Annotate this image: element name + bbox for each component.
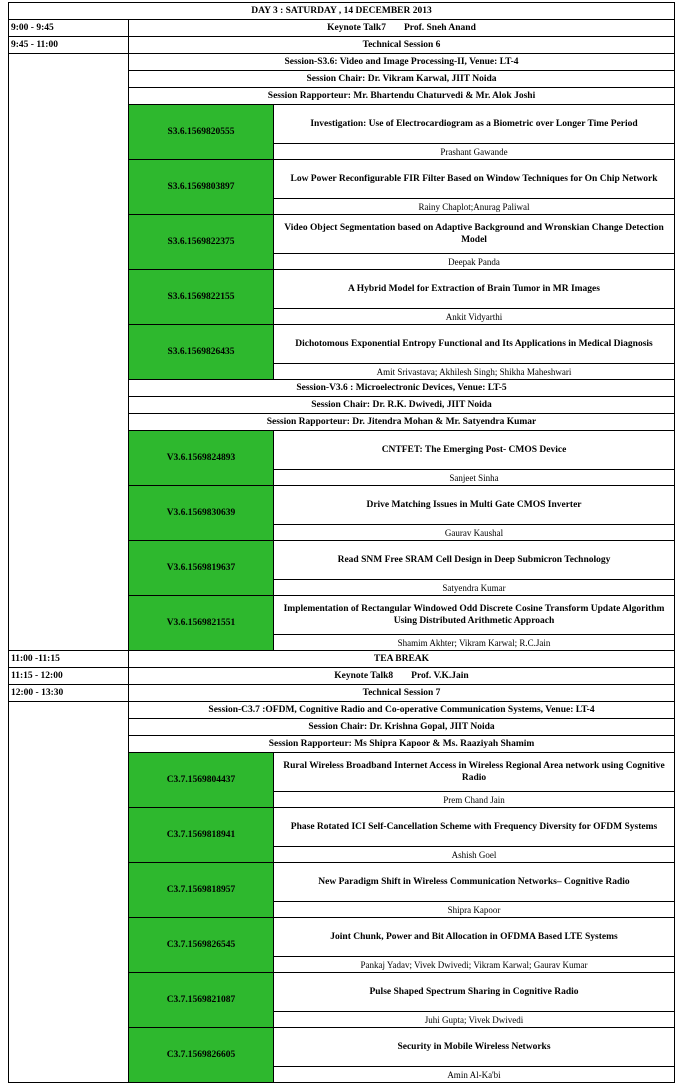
day-header-row — [9, 3, 675, 20]
paper-authors: Shamim Akhter; Vikram Karwal; R.C.Jain — [274, 635, 675, 651]
paper-title: New Paradigm Shift in Wireless Communication Networks– Cognitive Radio — [274, 863, 675, 902]
time-cell: 9:00 - 9:45 — [9, 20, 129, 37]
paper-authors: Juhi Gupta; Vivek Dwivedi — [274, 1012, 675, 1028]
paper-title: Drive Matching Issues in Multi Gate CMOS Inverter — [274, 486, 675, 525]
session-title: Session-S3.6: Video and Image Processing-II, Venue: LT-4 — [129, 54, 675, 71]
paper-id: C3.7.1569818941 — [129, 808, 274, 863]
session-chair: Session Chair: Dr. Krishna Gopal, JIIT Noida — [129, 719, 675, 736]
paper-authors: Gaurav Kaushal — [274, 525, 675, 541]
tea-break-row — [9, 651, 675, 668]
paper-authors: Sanjeet Sinha — [274, 470, 675, 486]
paper-authors: Ashish Goel — [274, 847, 675, 863]
time-cell: 11:15 - 12:00 — [9, 668, 129, 685]
paper-id: S3.6.1569820555 — [129, 105, 274, 160]
session-rapporteur: Session Rapporteur: Dr. Jitendra Mohan & Mr. Satyendra Kumar — [129, 414, 675, 431]
paper-id: V3.6.1569830639 — [129, 486, 274, 541]
paper-id: C3.7.1569826605 — [129, 1028, 274, 1083]
paper-id: V3.6.1569819637 — [129, 541, 274, 596]
schedule-page — [8, 2, 674, 1083]
paper-id: C3.7.1569821087 — [129, 973, 274, 1028]
paper-authors: Prashant Gawande — [274, 144, 675, 160]
paper-id: S3.6.1569826435 — [129, 325, 274, 380]
paper-title: A Hybrid Model for Extraction of Brain Tumor in MR Images — [274, 270, 675, 309]
session-title-row — [9, 54, 675, 71]
paper-title: CNTFET: The Emerging Post- CMOS Device — [274, 431, 675, 470]
paper-authors: Pankaj Yadav; Vivek Dwivedi; Vikram Karwal; Gaurav Kumar — [274, 957, 675, 973]
time-gap-cell — [9, 54, 129, 651]
paper-title: Rural Wireless Broadband Internet Access in Wireless Regional Area network using Cognitive Radio — [274, 753, 675, 792]
session-rapporteur: Session Rapporteur: Ms Shipra Kapoor & Ms. Raaziyah Shamim — [129, 736, 675, 753]
paper-title: Investigation: Use of Electrocardiogram as a Biometric over Longer Time Period — [274, 105, 675, 144]
paper-title: Read SNM Free SRAM Cell Design in Deep Submicron Technology — [274, 541, 675, 580]
paper-title: Video Object Segmentation based on Adaptive Background and Wronskian Change Detection Model — [274, 215, 675, 254]
paper-title: Phase Rotated ICI Self-Cancellation Scheme with Frequency Diversity for OFDM Systems — [274, 808, 675, 847]
keynote-7-speaker: Prof. Sneh Anand — [403, 23, 476, 33]
session-title-row — [9, 702, 675, 719]
schedule-table — [8, 2, 675, 1083]
paper-title: Security in Mobile Wireless Networks — [274, 1028, 675, 1067]
keynote-7-label: Keynote Talk7 — [327, 23, 386, 33]
technical-session-7: Technical Session 7 — [129, 685, 675, 702]
paper-id: S3.6.1569822155 — [129, 270, 274, 325]
paper-title: Joint Chunk, Power and Bit Allocation in OFDMA Based LTE Systems — [274, 918, 675, 957]
keynote-7-row — [9, 20, 675, 37]
session-title: Session-C3.7 :OFDM, Cognitive Radio and Co-operative Communication Systems, Venue: LT-4 — [129, 702, 675, 719]
paper-authors: Amit Srivastava; Akhilesh Singh; Shikha Maheshwari — [274, 364, 675, 380]
session-chair: Session Chair: Dr. Vikram Karwal, JIIT Noida — [129, 71, 675, 88]
keynote-8 — [129, 668, 675, 685]
paper-title: Implementation of Rectangular Windowed Odd Discrete Cosine Transform Update Algorithm Using Distributed Arithmetic Approach — [274, 596, 675, 635]
paper-id: V3.6.1569821551 — [129, 596, 274, 651]
paper-id: C3.7.1569826545 — [129, 918, 274, 973]
session-chair: Session Chair: Dr. R.K. Dwivedi, JIIT Noida — [129, 397, 675, 414]
keynote-8-label: Keynote Talk8 — [334, 671, 394, 681]
paper-authors: Satyendra Kumar — [274, 580, 675, 596]
paper-authors: Prem Chand Jain — [274, 792, 675, 808]
keynote-8-speaker: Prof. V.K.Jain — [411, 671, 469, 681]
paper-title: Low Power Reconfigurable FIR Filter Based on Window Techniques for On Chip Network — [274, 160, 675, 199]
paper-authors: Rainy Chaplot;Anurag Paliwal — [274, 199, 675, 215]
paper-authors: Amin Al-Ka'bi — [274, 1067, 675, 1083]
session-rapporteur: Session Rapporteur: Mr. Bhartendu Chaturvedi & Mr. Alok Joshi — [129, 88, 675, 105]
paper-title: Pulse Shaped Spectrum Sharing in Cognitive Radio — [274, 973, 675, 1012]
technical-session-6: Technical Session 6 — [129, 37, 675, 54]
tea-break: TEA BREAK — [129, 651, 675, 668]
time-gap-cell — [9, 702, 129, 1083]
paper-title: Dichotomous Exponential Entropy Functional and Its Applications in Medical Diagnosis — [274, 325, 675, 364]
technical-session-6-row — [9, 37, 675, 54]
keynote-7 — [129, 20, 675, 37]
paper-authors: Ankit Vidyarthi — [274, 309, 675, 325]
paper-authors: Shipra Kapoor — [274, 902, 675, 918]
technical-session-7-row — [9, 685, 675, 702]
session-title: Session-V3.6 : Microelectronic Devices, Venue: LT-5 — [129, 380, 675, 397]
paper-id: S3.6.1569803897 — [129, 160, 274, 215]
time-cell: 9:45 - 11:00 — [9, 37, 129, 54]
time-cell: 11:00 -11:15 — [9, 651, 129, 668]
time-cell: 12:00 - 13:30 — [9, 685, 129, 702]
paper-id: C3.7.1569804437 — [129, 753, 274, 808]
paper-id: V3.6.1569824893 — [129, 431, 274, 486]
day-header: DAY 3 : SATURDAY , 14 DECEMBER 2013 — [9, 3, 675, 20]
paper-authors: Deepak Panda — [274, 254, 675, 270]
paper-id: C3.7.1569818957 — [129, 863, 274, 918]
keynote-8-row — [9, 668, 675, 685]
paper-id: S3.6.1569822375 — [129, 215, 274, 270]
